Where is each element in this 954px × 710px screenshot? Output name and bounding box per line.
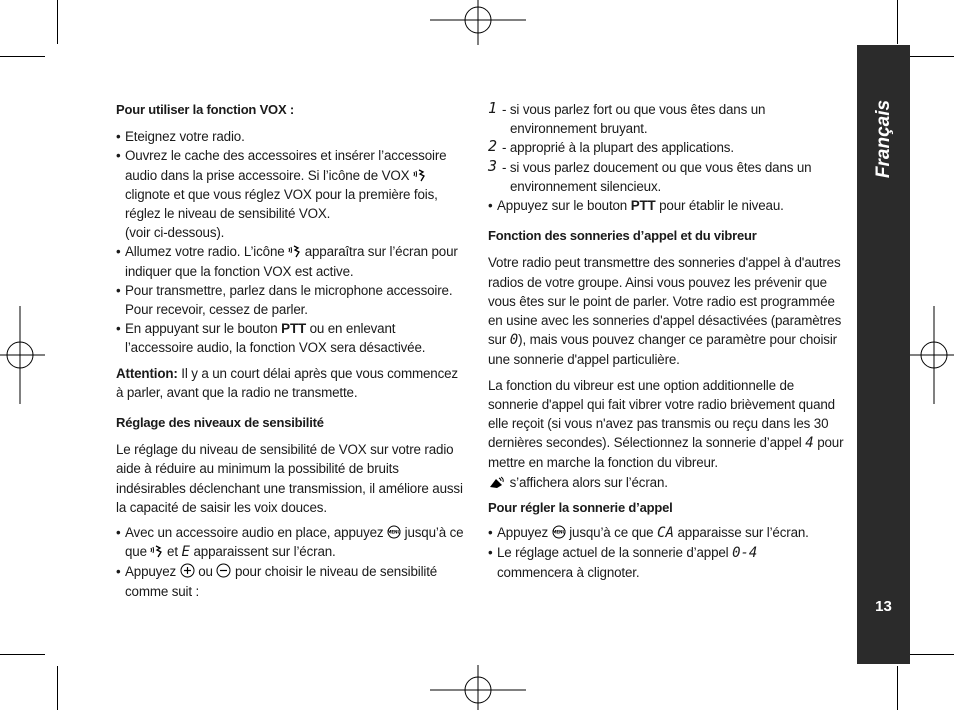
vibrate-paragraph: La fonction du vibreur est une option additionnelle de sonnerie d'appel qui fait vibrer votre radio brièvement quand elle reçoit (si vous n'avez pas transmis ou reçu dans les 30 dernières secondes). Sélectionnez la sonnerie d’appel 4 pour mettre en marche la fonction du vibreur. s’affichera alors sur l’écran. <box>488 377 844 490</box>
page-number: 13 <box>875 598 892 615</box>
lcd-digit: 3 <box>488 156 497 175</box>
list-item: • Allumez votre radio. L’icône apparaîtra sur l’écran pour indiquer que la fonction VOX est active. <box>116 242 466 280</box>
ringtone-heading: Fonction des sonneries d’appel et du vibreur <box>488 228 757 244</box>
lcd-text: 0 <box>509 332 519 349</box>
registration-mark-bottom <box>430 665 526 710</box>
language-label: Français <box>872 99 894 179</box>
vox-icon <box>413 169 426 182</box>
list-item: • En appuyant sur le bouton PTT ou en enlevant l’accessoire audio, la fonction VOX sera désactivée. <box>116 319 466 357</box>
crop-mark <box>910 654 954 655</box>
list-item: • Pour transmettre, parlez dans le microphone accessoire. Pour recevoir, cessez de parler. <box>116 281 466 319</box>
lcd-digit: 2 <box>488 137 497 156</box>
list-item: • Appuyez ou pour choisir le niveau de sensibilité comme suit : <box>116 562 466 600</box>
crop-mark <box>897 666 898 710</box>
level-item: 3 - si vous parlez doucement ou que vous êtes dans un <box>488 156 812 175</box>
svg-text:MENU: MENU <box>551 529 566 535</box>
minus-button-icon <box>216 563 231 578</box>
level-item-continued: environnement bruyant. <box>510 121 648 137</box>
sensitivity-paragraph: Le réglage du niveau de sensibilité de VOX sur votre radio aide à réduire au minimum la possibilité de bruits indésirables déclenchant une transmission, il améliore aussi la capacité de saisir les voix douces. <box>116 442 463 515</box>
vox-icon <box>150 545 163 558</box>
left-column <box>116 100 466 601</box>
list-item: • Avec un accessoire audio en place, appuyez MENU jusqu’à ce que et E apparaissent sur l’écran. <box>116 523 466 562</box>
svg-text:MENU: MENU <box>387 529 401 535</box>
list-item: • Appuyez sur le bouton PTT pour établir le niveau. <box>488 196 844 215</box>
crop-mark <box>57 666 58 710</box>
vibrate-icon <box>488 476 506 489</box>
language-tab <box>857 45 910 285</box>
plus-button-icon <box>180 563 195 578</box>
level-item: 1 - si vous parlez fort ou que vous êtes dans un <box>488 99 766 117</box>
right-column <box>488 100 844 583</box>
lcd-digit: 1 <box>488 99 497 117</box>
set-ringtone-heading: Pour régler la sonnerie d’appel <box>488 499 673 515</box>
crop-mark <box>0 654 45 655</box>
list-item: • Le réglage actuel de la sonnerie d’appel 0-4 commencera à clignoter. <box>488 543 844 582</box>
menu-button-icon <box>552 525 566 539</box>
crop-mark <box>897 0 898 44</box>
crop-mark <box>57 0 58 44</box>
level-item: 2 - approprié à la plupart des applications. <box>488 137 734 156</box>
level-item-continued: environnement silencieux. <box>510 178 662 194</box>
lcd-text: CA <box>657 525 674 542</box>
vox-heading: Pour utiliser la fonction VOX : <box>116 102 294 117</box>
list-item: • Ouvrez le cache des accessoires et insérer l’accessoire audio dans la prise accessoire. Si l’icône de VOX clignote et que vous réglez VOX pour la première fois, réglez le niveau de sensibilité VOX. (voir ci-dessous). <box>116 146 466 242</box>
lcd-text: E <box>181 544 190 561</box>
sensitivity-heading: Réglage des niveaux de sensibilité <box>116 415 324 431</box>
list-item: • Eteignez votre radio. <box>116 127 466 146</box>
registration-mark-right <box>909 306 954 404</box>
registration-mark-left <box>0 306 45 404</box>
crop-mark <box>0 56 45 57</box>
menu-button-icon <box>387 525 401 539</box>
ringtone-paragraph: Votre radio peut transmettre des sonneries d'appel à d'autres radios de votre groupe. Ainsi vous pouvez les prévenir que vous êtes sur le point de parler. Votre radio est programmée en usine avec les sonneries d'appel désactivées (paramètres sur 0), mais vous pouvez changer ce paramètre pour choisir une sonnerie d'appel particulière. <box>488 255 842 368</box>
registration-mark-top <box>430 0 526 45</box>
crop-mark <box>910 56 954 57</box>
lcd-text: 0-4 <box>732 545 758 562</box>
list-item: • Appuyez MENU jusqu’à ce que CA apparaisse sur l’écran. <box>488 523 844 543</box>
lcd-text: 4 <box>805 435 814 452</box>
vox-icon <box>288 245 301 258</box>
attention-note: Attention: Il y a un court délai après que vous commencez à parler, avant que la radio ne transmette. <box>116 365 458 400</box>
